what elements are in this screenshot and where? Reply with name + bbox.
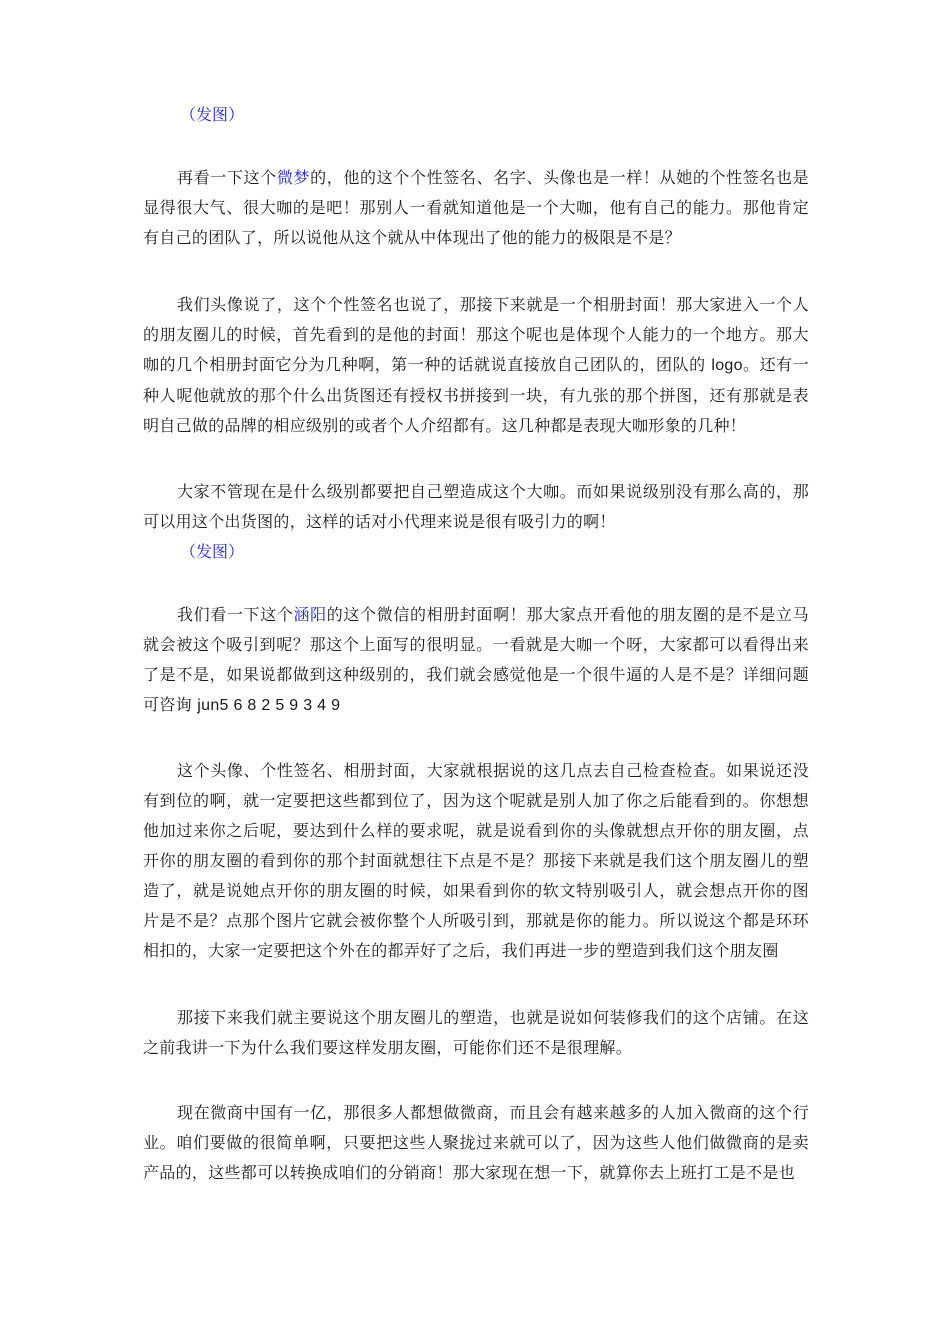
- paragraph-text: 我们看一下这个: [177, 605, 294, 624]
- name-link-weimeng[interactable]: 微梦: [276, 168, 311, 187]
- figure-placeholder-note: （发图）: [180, 105, 245, 124]
- paragraph-moments-shaping: 那接下来我们就主要说这个朋友圈儿的塑造，也就是说如何装修我们的这个店铺。在这之前我讲一下为什么我们要这样发朋友圈，可能你们还不是很理解。: [143, 1008, 809, 1057]
- paragraph-text: 的这个微信的相册封面啊！那大家点开看他的朋友圈的是不是立马就会被这个吸引到呢？那这个上面写的很明显。一看就是大咖一个呀，大家都可以看得出来了是不是，如果说都做到这种级别的，我们就会感觉他是一个很牛逼的人是不是？详细问题可咨询: [143, 605, 809, 714]
- name-link-hanyang[interactable]: 涵阳: [293, 605, 327, 624]
- latin-word-logo: logo: [711, 357, 743, 374]
- paragraph-text: 。还有一种人呢他就放的那个什么出货图还有授权书拼接到一块，有九张的那个拼图，还有那就是表明自己做的品牌的相应级别的或者个人介绍都有。这几种都是表现大咖形象的几种！: [143, 355, 809, 435]
- paragraph-become-big-shot: 大家不管现在是什么级别都要把自己塑造成这个大咖。而如果说级别没有那么高的，那可以用这个出货图的，这样的话对小代理来说是很有吸引力的啊！: [143, 482, 809, 531]
- paragraph-text: 再看一下这个: [177, 168, 277, 187]
- paragraph-hanyang-cover: [143, 600, 809, 721]
- paragraph-album-cover: [143, 290, 809, 441]
- paragraph-check-profile: 这个头像、个性签名、相册封面，大家就根据说的这几点去自己检查检查。如果说还没有到位的啊，就一定要把这些都到位了，因为这个呢就是别人加了你之后能看到的。你想想他加过来你之后呢，要达到什么样的要求呢，就是说看到你的头像就想点开你的朋友圈，点开你的朋友圈的看到你的那个封面就想往下点是不是？那接下来就是我们这个朋友圈儿的塑造了，就是说她点开你的朋友圈的时候，如果看到你的软文特别吸引人，就会想点开你的图片是不是？点那个图片它就会被你整个人所吸引到，那就是你的能力。所以说这个都是环环相扣的，大家一定要把这个外在的都弄好了之后，我们再进一步的塑造到我们这个朋友圈: [143, 761, 809, 960]
- contact-id: jun5 6 8 2 5 9 3 4 9: [197, 697, 341, 714]
- figure-placeholder-note: （发图）: [180, 542, 245, 561]
- paragraph-text: 的，他的这个个性签名、名字、头像也是一样！从她的个性签名也是显得很大气、很大咖的是吧！那别人一看就知道他是一个大咖，他有自己的能力。那他肯定有自己的团队了，所以说他从这个就从中体现出了他的能力的极限是不是？: [143, 168, 809, 247]
- paragraph-weimeng-profile: [143, 163, 809, 253]
- paragraph-wechat-business: 现在微商中国有一亿，那很多人都想做微商，而且会有越来越多的人加入微商的这个行业。咱们要做的很简单啊，只要把这些人聚拢过来就可以了，因为这些人他们做微商的是卖产品的，这些都可以转换成咱们的分销商！那大家现在想一下，就算你去上班打工是不是也: [143, 1103, 809, 1182]
- paragraph-text: 我们头像说了，这个个性签名也说了，那接下来就是一个相册封面！那大家进入一个人的朋友圈儿的时候，首先看到的是他的封面！那这个呢也是体现个人能力的一个地方。那大咖的几个相册封面它分为几种啊，第一种的话就说直接放自己团队的，团队的: [143, 295, 809, 374]
